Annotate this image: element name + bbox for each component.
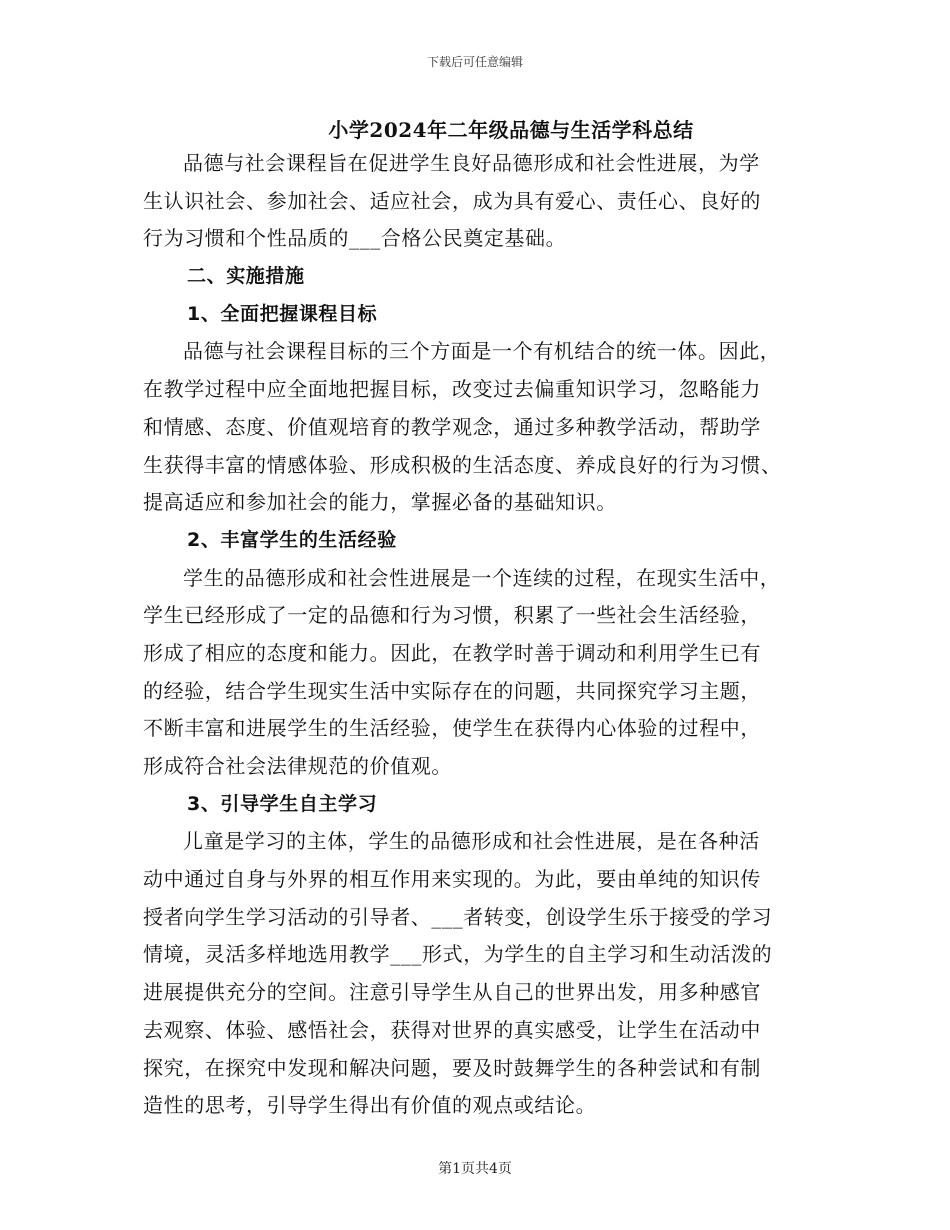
paragraph-line: 品德与社会课程旨在促进学生良好品德形成和社会性进展，为学 [183, 151, 760, 175]
paragraph-line: 造性的思考，引导学生得出有价值的观点或结论。 [143, 1093, 597, 1118]
paragraph-line: 生获得丰富的情感体验、形成积极的生活态度、养成良好的行为习惯、 [143, 452, 782, 477]
paragraph-line: 生认识社会、参加社会、适应社会，成为具有爱心、责任心、良好的 [143, 188, 761, 213]
paragraph-line: 学生已经形成了一定的品德和行为习惯，积累了一些社会生活经验， [143, 603, 761, 628]
paragraph-line: 提高适应和参加社会的能力，掌握必备的基础知识。 [143, 490, 617, 515]
paragraph-line: 授者向学生学习活动的引导者、___者转变，创设学生乐于接受的学习 [143, 904, 773, 929]
paragraph-line: 在教学过程中应全面地把握目标，改变过去偏重知识学习，忽略能力 [143, 377, 761, 402]
paragraph-line: 形成了相应的态度和能力。因此，在教学时善于调动和利用学生已有 [143, 640, 761, 665]
header-note: 下载后可任意编辑 [426, 55, 523, 69]
paragraph-line: 不断丰富和进展学生的生活经验，使学生在获得内心体验的过程中， [143, 716, 761, 741]
section-heading: 3、引导学生自主学习 [187, 792, 378, 815]
paragraph-line: 行为习惯和个性品质的___合格公民奠定基础。 [143, 226, 567, 251]
paragraph-line: 进展提供充分的空间。注意引导学生从自己的世界出发，用多种感官 [143, 980, 761, 1005]
paragraph-line: 去观察、体验、感悟社会，获得对世界的真实感受，让学生在活动中 [143, 1017, 761, 1042]
paragraph-line: 探究，在探究中发现和解决问题，要及时鼓舞学生的各种尝试和有制 [143, 1055, 761, 1080]
section-heading: 2、丰富学生的生活经验 [187, 528, 397, 551]
paragraph-line: 情境，灵活多样地选用教学___形式，为学生的自主学习和生动活泼的 [143, 942, 773, 967]
paragraph-line: 的经验，结合学生现实生活中实际存在的问题，共同探究学习主题， [143, 678, 761, 703]
paragraph-line: 儿童是学习的主体，学生的品德形成和社会性进展，是在各种活 [183, 829, 760, 854]
document-body [143, 145, 808, 1125]
paragraph-line: 形成符合社会法律规范的价值观。 [143, 754, 452, 778]
paragraph-line: 和情感、态度、价值观培育的教学观念，通过多种教学活动，帮助学 [143, 414, 761, 439]
section-heading: 二、实施措施 [187, 265, 305, 288]
paragraph-line: 品德与社会课程目标的三个方面是一个有机结合的统一体。因此， [183, 339, 781, 364]
document-title: 小学2024年二年级品德与生活学科总结 [328, 118, 694, 142]
section-heading: 1、全面把握课程目标 [187, 302, 378, 325]
page-footer: 第1页共4页 [438, 1161, 512, 1177]
paragraph-line: 学生的品德形成和社会性进展是一个连续的过程，在现实生活中， [183, 565, 781, 590]
paragraph-line: 动中通过自身与外界的相互作用来实现的。为此，要由单纯的知识传 [143, 867, 761, 892]
